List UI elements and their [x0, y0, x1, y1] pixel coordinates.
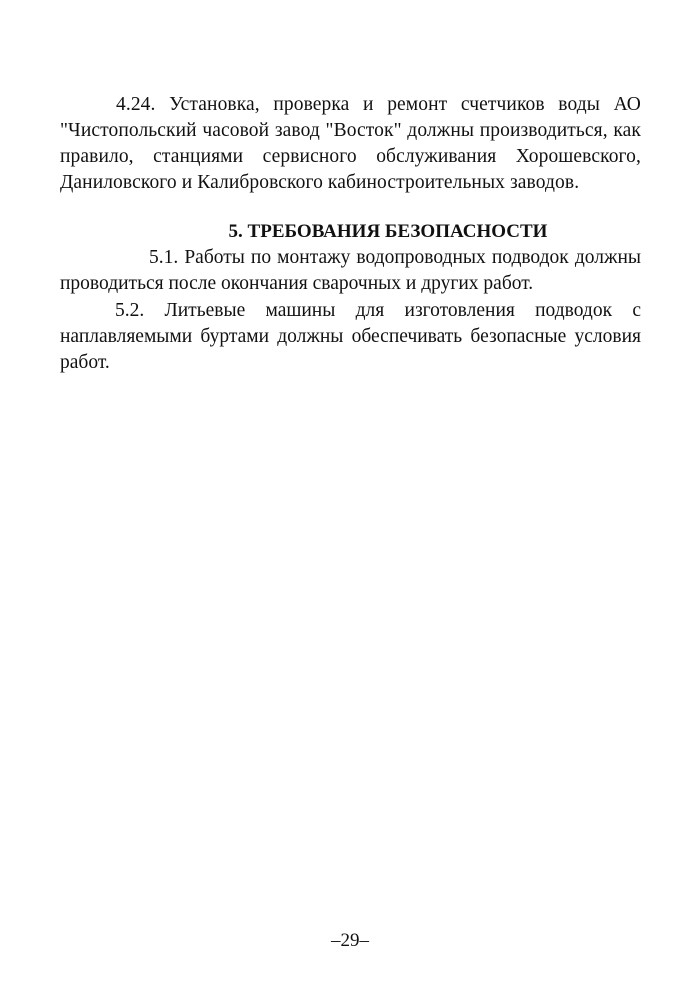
paragraph-4-24: 4.24. Установка, проверка и ремонт счетчиков воды АО "Чистопольский часовой завод "Восток" должны производиться, как правило, станциями сервисного обслуживания Хорошевского, Даниловского и Калибровского кабиностроительных заводов. [60, 94, 641, 193]
section-heading-safety-requirements: 5. ТРЕБОВАНИЯ БЕЗОПАСНОСТИ [228, 221, 548, 242]
paragraph-5-2: 5.2. Литьевые машины для изготовления подводок с наплавляемыми буртами должны обеспечивать безопасные условия работ. [60, 300, 641, 373]
page-number: –29– [331, 930, 369, 951]
paragraph-5-1: 5.1. Работы по монтажу водопроводных подводок должны проводиться после окончания сварочных и других работ. [60, 247, 641, 294]
